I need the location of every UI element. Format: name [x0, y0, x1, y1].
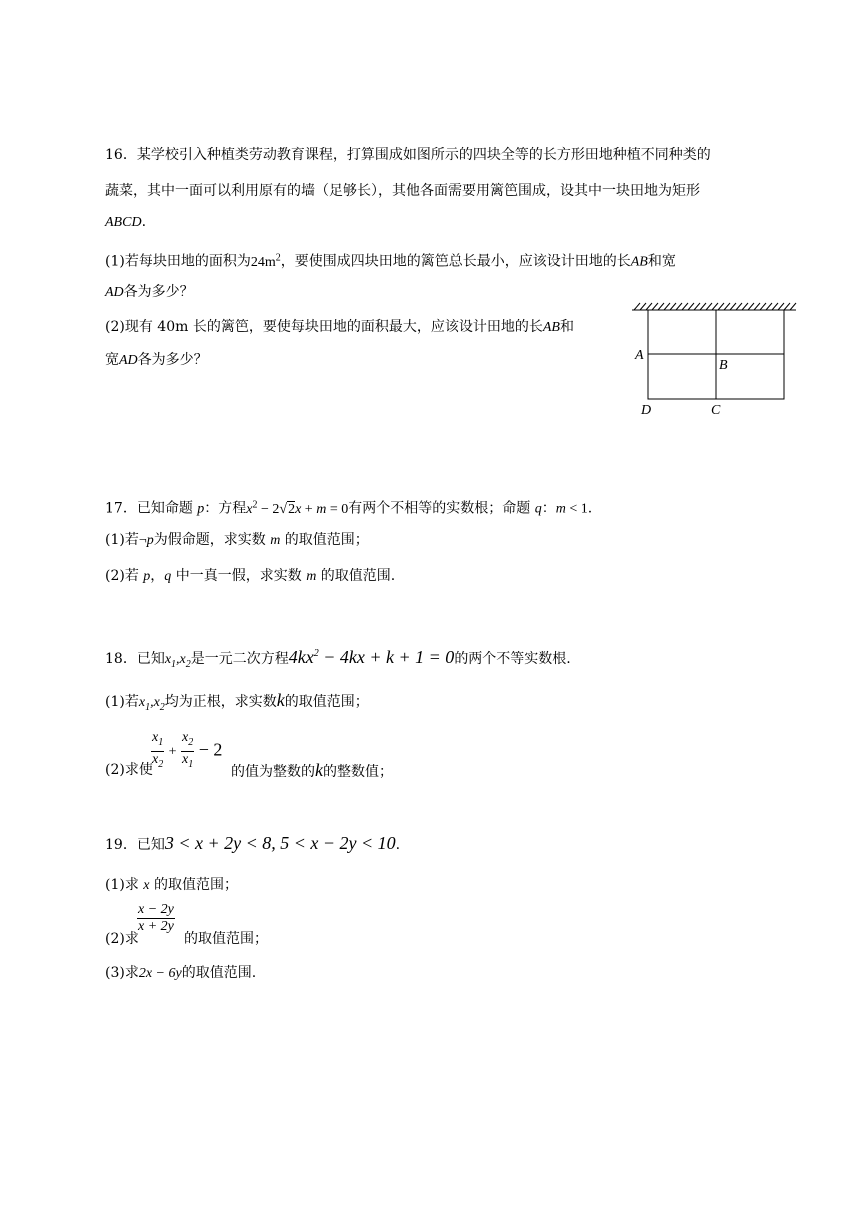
p16-q1-ad: AD — [105, 285, 124, 300]
p16-line3 — [105, 212, 146, 233]
wall-hatch-mark — [730, 303, 736, 310]
p16-q2-ad: AD — [119, 353, 138, 368]
p17-q: q — [534, 501, 542, 517]
p19-q2-start: (2)求 — [105, 931, 139, 947]
p16-abcd: ABCD — [105, 215, 142, 230]
p16-line2: 蔬菜，其中一面可以利用原有的墙（足够长），其他各面需要用篱笆围成，设其中一块田地为矩形 — [105, 183, 700, 199]
wall-hatch-mark — [772, 303, 778, 310]
wall-hatch-mark — [742, 303, 748, 310]
p18-fraction-expression: $\frac{x_1}{x_2}$ + $\frac{x_2}{x_1}$ − 2 — [151, 730, 222, 773]
p17-end: . — [587, 500, 593, 517]
p17-condition: m < 1 — [555, 501, 588, 517]
p16-q1-ab: AB — [630, 254, 648, 270]
field-outline — [648, 310, 784, 399]
wall-hatch-mark — [724, 303, 730, 310]
p16-q1-and: 和宽 — [647, 253, 676, 270]
wall-hatch-mark — [676, 303, 682, 310]
wall-hatch-mark — [790, 303, 796, 310]
p17-colon1: ：方程 — [204, 500, 247, 517]
wall-hatch-mark — [754, 303, 760, 310]
p18-q2-end: 的值为整数的k的整数值； — [231, 760, 393, 780]
p19-line1: 19．已知3 < x + 2y < 8, 5 < x − 2y < 10. — [105, 833, 401, 853]
wall-hatch-mark — [700, 303, 706, 310]
p16-q1-mid: ，要使围成四块田地的篱笆总长最小，应该设计田地的长 — [280, 253, 631, 270]
p17-q1: (1)若¬p为假命题，求实数 m 的取值范围； — [105, 532, 369, 548]
frac-x1-over-x2: $\frac{x_1}{x_2}$ — [152, 730, 164, 770]
p16-q2-start: (2)现有 40m 长的篱笆，要使每块田地的面积最大，应该设计田地的长 — [105, 319, 543, 335]
wall-hatch-mark — [658, 303, 664, 310]
wall-hatch-mark — [652, 303, 658, 310]
p19-q3: (3)求2x − 6y的取值范围. — [105, 965, 257, 981]
p19-fraction: $\frac{x - 2y}{x + 2y}$ — [138, 902, 174, 934]
p16-q1-line1 — [105, 248, 676, 273]
p16-q2-ab: AB — [542, 320, 560, 335]
frac-x2-over-x1: $\frac{x_2}{x_1}$ — [182, 730, 194, 770]
wall-hatch-mark — [634, 303, 640, 310]
p16-q1-end: 各为多少？ — [123, 284, 194, 300]
p18-line1: 18．已知$x_1,x_2$是一元二次方程$4kx^2 - 4kx + k + 1 = 0$的两个不等实数根. — [105, 647, 571, 670]
wall-hatch-mark — [670, 303, 676, 310]
p18-q2-start: (2)求使 — [105, 762, 153, 778]
wall-hatch-mark — [640, 303, 646, 310]
wall-hatch-mark — [706, 303, 712, 310]
neg-symbol: ¬ — [138, 533, 147, 548]
p19-inequality: 3 < x + 2y < 8, 5 < x − 2y < 10 — [164, 833, 396, 853]
p18-q1: (1)若$x_1,x_2$均为正根，求实数k的取值范围； — [105, 690, 369, 713]
label-b: B — [719, 358, 728, 373]
p16-q1-line2 — [105, 282, 194, 303]
label-c: C — [711, 403, 721, 418]
wall-hatch-mark — [718, 303, 724, 310]
wall-hatch-mark — [646, 303, 652, 310]
p18-roots: $x_1,x_2$ — [164, 652, 191, 670]
p16-q2-and: 和 — [559, 319, 574, 335]
p16-q2-line1 — [105, 317, 574, 338]
p19-q2-end: 的取值范围； — [184, 931, 268, 947]
p19-q1: (1)求 x 的取值范围； — [105, 877, 238, 893]
wall-hatch-mark — [748, 303, 754, 310]
p16-q2-end: 各为多少？ — [137, 352, 208, 368]
p16-q2-line2 — [105, 350, 208, 371]
p16-q1-start: (1)若每块田地的面积为 — [105, 253, 251, 270]
p17-p: p — [197, 501, 205, 517]
wall-hatch-mark — [664, 303, 670, 310]
wall-hatch-mark — [766, 303, 772, 310]
wall-hatch-mark — [784, 303, 790, 310]
label-a: A — [635, 348, 644, 363]
p17-equation: $x^2 - 2√2x + m = 0$ — [246, 499, 349, 517]
p17-q2: (2)若 p，q 中一真一假，求实数 m 的取值范围. — [105, 568, 396, 584]
p16-q2-kuan: 宽 — [105, 352, 119, 368]
wall-hatch-mark — [712, 303, 718, 310]
label-d: D — [641, 403, 652, 418]
field-diagram — [628, 298, 798, 420]
p16-line3-end: . — [141, 214, 147, 230]
wall-hatch-mark — [778, 303, 784, 310]
p17-line1 — [105, 495, 592, 520]
wall-hatch-mark — [694, 303, 700, 310]
p18-equation: $4kx^2 - 4kx + k + 1 = 0$ — [288, 647, 455, 667]
p16-line1: 16．某学校引入种植类劳动教育课程，打算围成如图所示的四块全等的长方形田地种植不同种类的 — [105, 147, 711, 163]
p17-mid: 有两个不相等的实数根；命题 — [348, 500, 535, 517]
wall-hatch-mark — [760, 303, 766, 310]
p16-area: $24m^2$ — [250, 252, 281, 270]
wall-hatch-mark — [688, 303, 694, 310]
p17-start: 17．已知命题 — [105, 500, 198, 517]
wall-hatch-mark — [682, 303, 688, 310]
wall-hatch-mark — [736, 303, 742, 310]
p17-colon2: ： — [541, 500, 556, 517]
